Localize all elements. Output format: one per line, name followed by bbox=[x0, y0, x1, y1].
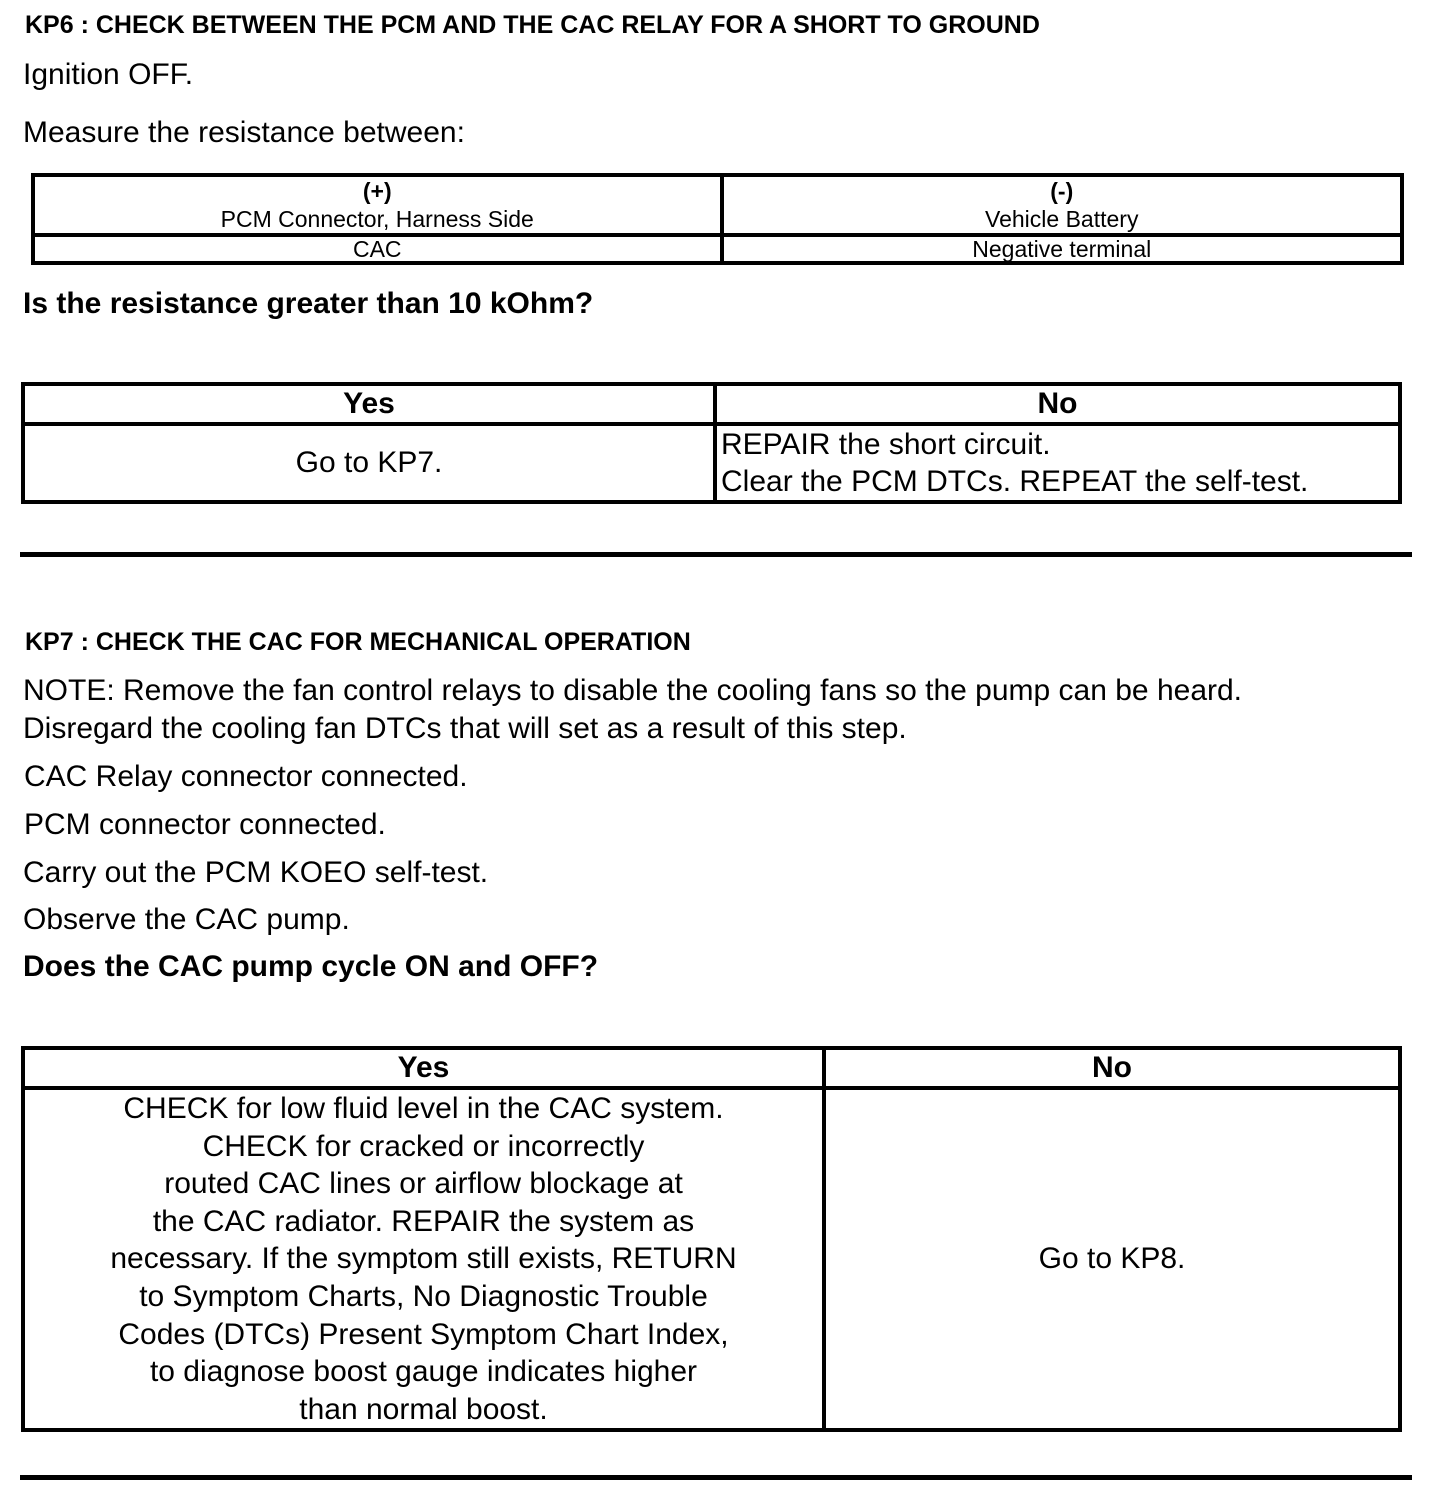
kp7-no-header: No bbox=[824, 1048, 1400, 1088]
positive-symbol: (+) bbox=[362, 178, 392, 204]
negative-symbol: (-) bbox=[1050, 178, 1074, 204]
kp7-decision-header-row bbox=[23, 1048, 1400, 1088]
kp7-no-cell: Go to KP8. bbox=[824, 1088, 1400, 1430]
kp7-decision-table bbox=[21, 1046, 1402, 1432]
kp7-yes-line-7: Codes (DTCs) Present Symptom Chart Index, bbox=[118, 1317, 729, 1351]
kp6-decision-table bbox=[21, 382, 1402, 504]
measurement-cell-positive: CAC bbox=[33, 235, 722, 263]
kp7-yes-line-4: the CAC radiator. REPAIR the system as bbox=[152, 1204, 695, 1238]
kp7-yes-line-2: CHECK for cracked or incorrectly bbox=[202, 1129, 645, 1163]
measurement-header-positive bbox=[33, 175, 722, 235]
kp6-question: Is the resistance greater than 10 kOhm? bbox=[23, 287, 594, 320]
section-divider bbox=[20, 552, 1412, 557]
negative-label: Vehicle Battery bbox=[985, 206, 1139, 232]
kp7-yes-cell bbox=[23, 1088, 824, 1430]
kp7-heading: KP7 : CHECK THE CAC FOR MECHANICAL OPERATION bbox=[25, 628, 691, 656]
kp6-step-1: Ignition OFF. bbox=[23, 58, 194, 91]
kp7-yes-line-8: to diagnose boost gauge indicates higher bbox=[149, 1355, 698, 1389]
kp7-note-line-1: NOTE: Remove the fan control relays to disable the cooling fans so the pump can be heard. bbox=[23, 674, 1243, 707]
kp7-step-4: Observe the CAC pump. bbox=[23, 903, 350, 936]
kp6-no-line-1: REPAIR the short circuit. bbox=[721, 428, 1051, 461]
kp6-no-cell bbox=[715, 424, 1400, 502]
kp7-yes-line-3: routed CAC lines or airflow blockage at bbox=[164, 1167, 683, 1201]
kp7-question: Does the CAC pump cycle ON and OFF? bbox=[23, 950, 599, 983]
measurement-table bbox=[31, 173, 1404, 265]
kp6-yes-cell: Go to KP7. bbox=[23, 424, 715, 502]
kp7-step-2: PCM connector connected. bbox=[24, 808, 386, 841]
bottom-divider bbox=[20, 1475, 1412, 1480]
kp6-step-2: Measure the resistance between: bbox=[23, 116, 465, 149]
kp7-note-line-2: Disregard the cooling fan DTCs that will set as a result of this step. bbox=[23, 712, 907, 745]
kp7-yes-line-9: than normal boost. bbox=[299, 1392, 548, 1426]
measurement-row bbox=[33, 235, 1402, 263]
kp7-step-1: CAC Relay connector connected. bbox=[24, 760, 468, 793]
measurement-header-row bbox=[33, 175, 1402, 235]
kp7-yes-line-6: to Symptom Charts, No Diagnostic Trouble bbox=[139, 1279, 708, 1313]
measurement-header-negative bbox=[722, 175, 1403, 235]
kp7-yes-header: Yes bbox=[23, 1048, 824, 1088]
kp6-no-header: No bbox=[715, 384, 1400, 424]
kp6-decision-header-row bbox=[23, 384, 1400, 424]
kp6-heading: KP6 : CHECK BETWEEN THE PCM AND THE CAC RELAY FOR A SHORT TO GROUND bbox=[25, 11, 1040, 39]
kp7-yes-line-1: CHECK for low fluid level in the CAC system. bbox=[123, 1092, 724, 1125]
kp7-yes-line-5: necessary. If the symptom still exists, RETURN bbox=[110, 1242, 737, 1276]
kp6-no-line-2: Clear the PCM DTCs. REPEAT the self-test. bbox=[721, 465, 1309, 498]
kp7-step-3: Carry out the PCM KOEO self-test. bbox=[23, 856, 489, 889]
positive-label: PCM Connector, Harness Side bbox=[220, 206, 534, 232]
kp6-decision-row bbox=[23, 424, 1400, 502]
measurement-cell-negative: Negative terminal bbox=[722, 235, 1403, 263]
kp6-yes-header: Yes bbox=[23, 384, 715, 424]
kp7-decision-row bbox=[23, 1088, 1400, 1430]
